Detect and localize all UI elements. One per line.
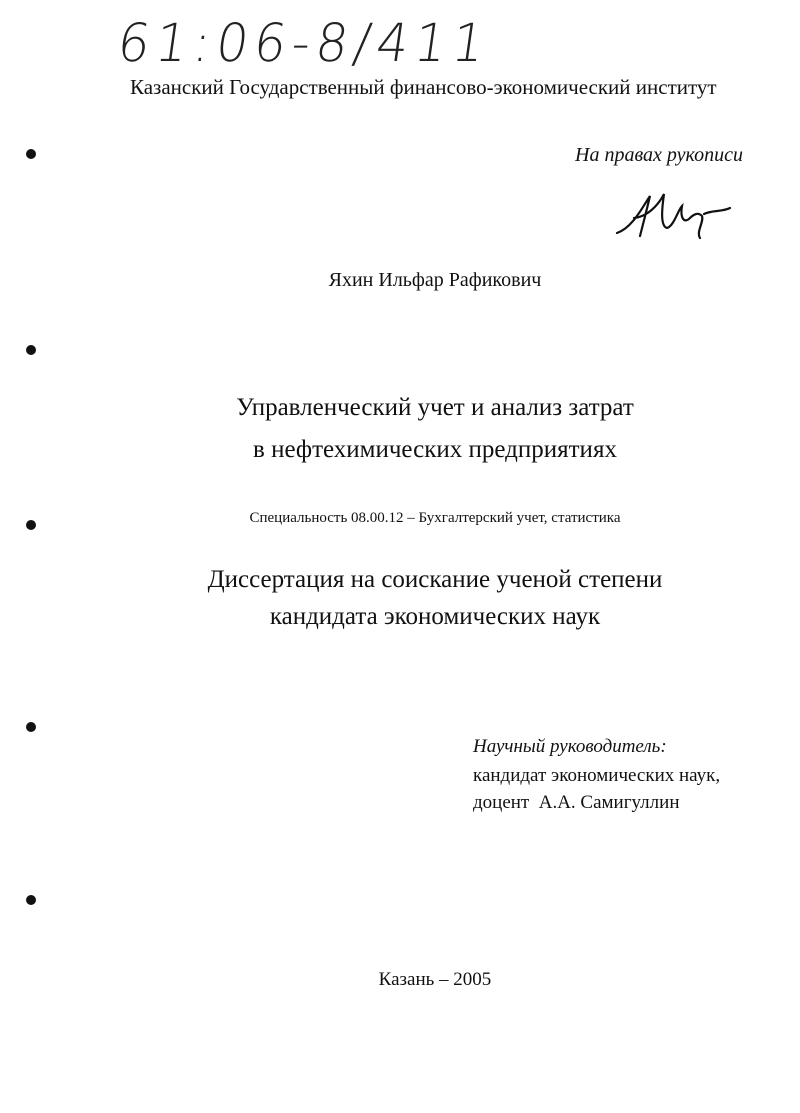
dissertation-line-2: кандидата экономических наук	[269, 603, 601, 630]
dissertation-line-1: Диссертация на соискание ученой степени	[207, 566, 663, 593]
place-year: Казань – 2005	[378, 969, 492, 990]
manuscript-rights: На правах рукописи	[575, 144, 743, 166]
punch-hole-mark	[26, 149, 36, 159]
supervisor-degree: кандидат экономических наук,	[473, 765, 721, 786]
punch-hole-mark	[26, 722, 36, 732]
handwritten-archive-number: 61:06-8/411	[113, 12, 495, 74]
punch-hole-mark	[26, 520, 36, 530]
title-line-2: в нефтехимических предприятиях	[253, 436, 617, 463]
institute-name: Казанский Государственный финансово-экономический институт	[130, 75, 717, 99]
punch-hole-mark	[26, 345, 36, 355]
specialty: Специальность 08.00.12 – Бухгалтерский учет, статистика	[249, 510, 621, 526]
author-name: Яхин Ильфар Рафикович	[328, 269, 542, 291]
supervisor-name: доцент А.А. Самигуллин	[473, 792, 680, 813]
punch-hole-mark	[26, 895, 36, 905]
title-line-1: Управленческий учет и анализ затрат	[236, 394, 634, 421]
supervisor-label: Научный руководитель:	[473, 736, 667, 757]
signature	[612, 188, 742, 243]
